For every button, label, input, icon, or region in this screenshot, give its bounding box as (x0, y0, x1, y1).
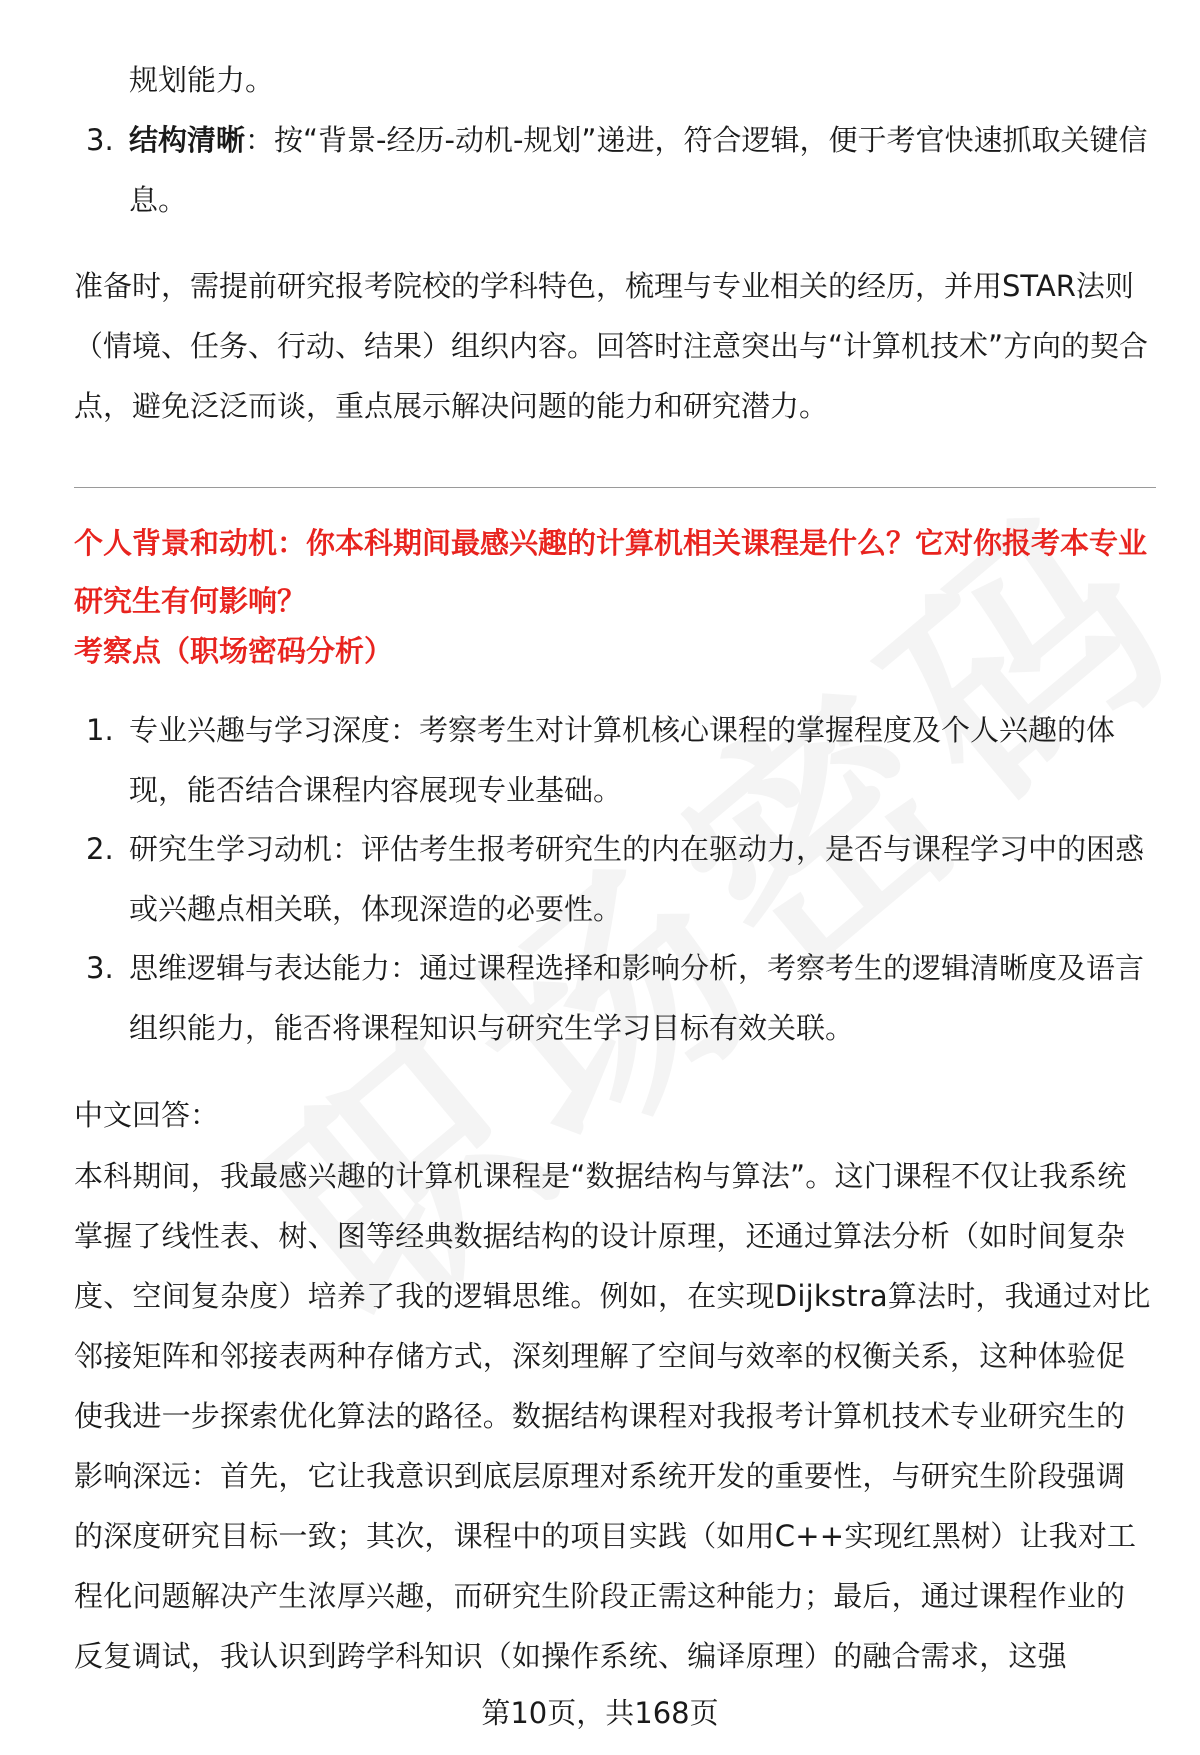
answer-paragraph: 本科期间，我最感兴趣的计算机课程是“数据结构与算法”。这门课程不仅让我系统掌握了线性表、树、图等经典数据结构的设计原理，还通过算法分析（如时间复杂度、空间复杂度）培养了我的逻辑思维。例如，在实现Dijkstra算法时，我通过对比邻接矩阵和邻接表两种存储方式，深刻理解了空间与效率的权衡关系，这种体验促使我进一步探索优化算法的路径。数据结构课程对我报考计算机技术专业研究生的影响深远：首先，它让我意识到底层原理对系统开发的重要性，与研究生阶段强调的深度研究目标一致；其次，课程中的项目实践（如用C++实现红黑树）让我对工程化问题解决产生浓厚兴趣，而研究生阶段正需这种能力；最后，通过课程作业的反复调试，我认识到跨学科知识（如操作系统、编译原理）的融合需求，这强 (74, 1159, 1151, 1673)
section-divider (74, 487, 1156, 488)
list-item-text: 规划能力。 (129, 63, 275, 97)
list-item-text: 专业兴趣与学习深度：考察考生对计算机核心课程的掌握程度及个人兴趣的体现，能否结合课程内容展现专业基础。 (129, 713, 1116, 807)
list-number: 3. (86, 951, 114, 985)
list-item-body: ：按“背景-经历-动机-规划”递进，符合逻辑，便于考官快速抓取关键信息。 (129, 123, 1148, 217)
list-number: 3. (86, 123, 114, 157)
list-number: 1. (86, 713, 114, 747)
question-heading: 个人背景和动机：你本科期间最感兴趣的计算机相关课程是什么？它对你报考本专业研究生有何影响？ (74, 526, 1148, 618)
list-number: 2. (86, 832, 114, 866)
focus-heading: 考察点（职场密码分析） (74, 634, 394, 668)
prep-paragraph: 准备时，需提前研究报考院校的学科特色，梳理与专业相关的经历，并用STAR法则（情境、任务、行动、结果）组织内容。回答时注意突出与“计算机技术”方向的契合点，避免泛泛而谈，重点展示解决问题的能力和研究潜力。 (74, 269, 1149, 423)
list-item-text: 思维逻辑与表达能力：通过课程选择和影响分析，考察考生的逻辑清晰度及语言组织能力，能否将课程知识与研究生学习目标有效关联。 (129, 951, 1145, 1045)
list-item-bold-label: 结构清晰 (129, 123, 246, 157)
list-item-text (129, 110, 1149, 230)
list-item-text: 研究生学习动机：评估考生报考研究生的内在驱动力，是否与课程学习中的困惑或兴趣点相关联，体现深造的必要性。 (129, 832, 1145, 926)
page-footer: 第10页，共168页 (481, 1696, 719, 1730)
answer-label: 中文回答： (74, 1098, 220, 1132)
